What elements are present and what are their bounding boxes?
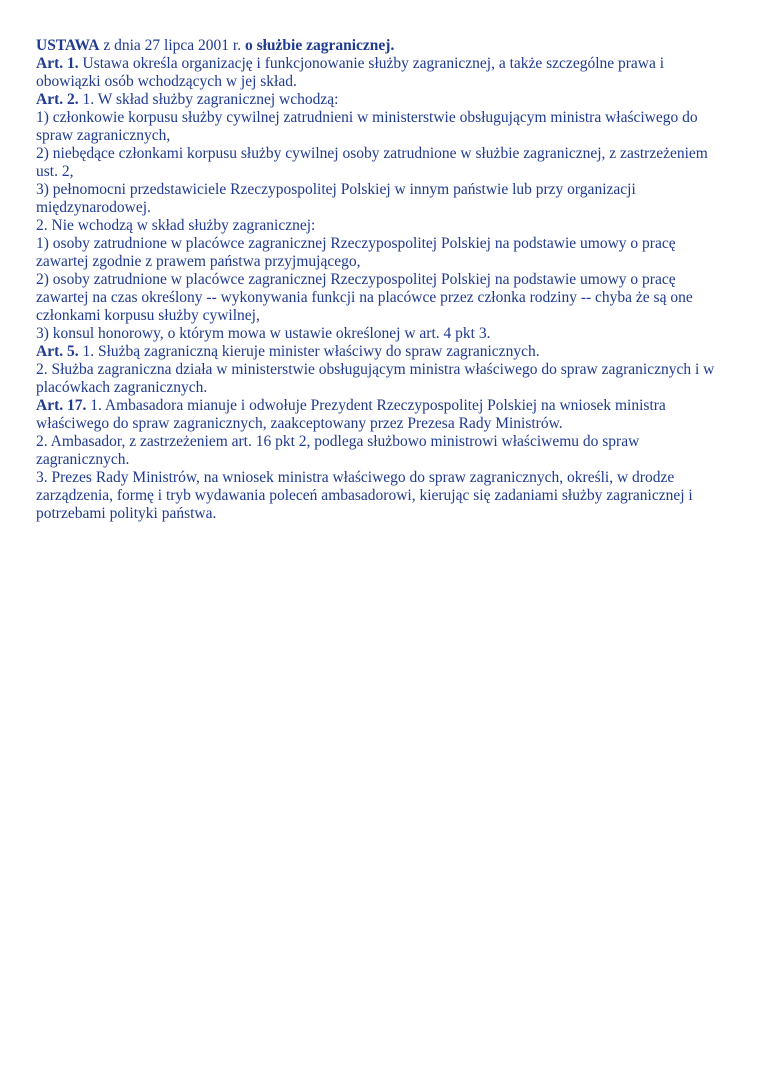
text-segment: 2. Ambasador, z zastrzeżeniem art. 16 pkt 2, podlega służbowo ministrowi właściwemu do spraw zagranicznych. [36,433,640,468]
text-segment: 1) osoby zatrudnione w placówce zagranicznej Rzeczypospolitej Polskiej na podstawie umowy o pracę zawartej zgodnie z prawem państwa przyjmującego, [36,235,676,270]
bold-text-segment: USTAWA [36,37,100,54]
paragraph [36,433,730,469]
bold-text-segment: Art. 17. [36,397,87,414]
text-segment: 2. Nie wchodzą w skład służby zagranicznej: [36,217,316,234]
document-body [36,37,730,523]
text-segment: 3) pełnomocni przedstawiciele Rzeczypospolitej Polskiej w innym państwie lub przy organizacji międzynarodowej. [36,181,636,216]
paragraph [36,109,730,145]
paragraph [36,55,730,91]
text-segment: 3. Prezes Rady Ministrów, na wniosek ministra właściwego do spraw zagranicznych, określi, w drodze zarządzenia, formę i tryb wydawania poleceń ambasadorowi, kierując się zadaniami służby zagranicznej i potrzebami polityki państwa. [36,469,693,522]
paragraph [36,181,730,217]
text-segment: 2) niebędące członkami korpusu służby cywilnej osoby zatrudnione w służbie zagranicznej, z zastrzeżeniem ust. 2, [36,145,708,180]
text-segment: Ustawa określa organizację i funkcjonowanie służby zagranicznej, a także szczególne prawa i obowiązki osób wchodzących w jej skład. [36,55,665,90]
text-segment: 1. W skład służby zagranicznej wchodzą: [78,91,339,108]
paragraph [36,325,730,343]
paragraph [36,91,730,109]
paragraph [36,397,730,433]
text-segment: 2) osoby zatrudnione w placówce zagranicznej Rzeczypospolitej Polskiej na podstawie umowy o pracę zawartej na czas określony -- wykonywania funkcji na placówce przez członka rodziny -- chyba że są one członkami korpusu służby cywilnej, [36,271,693,324]
text-segment: 3) konsul honorowy, o którym mowa w ustawie określonej w art. 4 pkt 3. [36,325,491,342]
paragraph [36,217,730,235]
paragraph [36,469,730,523]
text-segment: 2. Służba zagraniczna działa w ministerstwie obsługującym ministra właściwego do spraw zagranicznych i w placówkach zagranicznych. [36,361,715,396]
text-segment: 1. Służbą zagraniczną kieruje minister właściwy do spraw zagranicznych. [78,343,540,360]
paragraph [36,271,730,325]
bold-text-segment: Art. 5. [36,343,79,360]
paragraph [36,361,730,397]
bold-text-segment: o służbie zagranicznej. [244,37,395,54]
paragraph [36,37,730,55]
bold-text-segment: Art. 2. [36,91,79,108]
bold-text-segment: Art. 1. [36,55,79,72]
text-segment: z dnia 27 lipca 2001 r. [99,37,245,54]
text-segment: 1. Ambasadora mianuje i odwołuje Prezydent Rzeczypospolitej Polskiej na wniosek ministra właściwego do spraw zagranicznych, zaakceptowany przez Prezesa Rady Ministrów. [36,397,666,432]
paragraph [36,145,730,181]
paragraph [36,343,730,361]
paragraph [36,235,730,271]
text-segment: 1) członkowie korpusu służby cywilnej zatrudnieni w ministerstwie obsługującym ministra właściwego do spraw zagranicznych, [36,109,698,144]
